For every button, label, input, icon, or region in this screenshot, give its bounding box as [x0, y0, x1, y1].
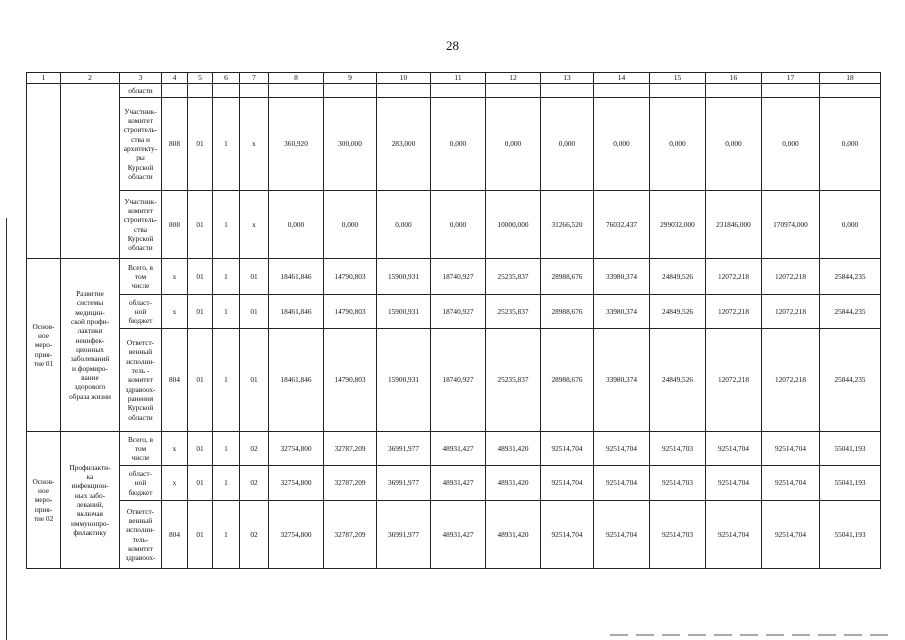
code-cell: 01 [188, 259, 213, 295]
page-number: 28 [446, 38, 459, 53]
value-cell: 92514,704 [541, 432, 594, 466]
cell-line: исполни- [126, 356, 155, 366]
value-cell: 18461,846 [269, 329, 324, 432]
column-number-row [27, 73, 881, 84]
value-cell: 92514,704 [594, 466, 650, 501]
cell-line: здравоох- [125, 553, 156, 563]
value-cell: 55041,193 [820, 501, 881, 569]
value-cell: 12072,218 [762, 329, 820, 432]
code-cell: х [162, 432, 188, 466]
code-cell: 808 [162, 191, 188, 259]
column-header: 8 [269, 73, 324, 84]
value-cell: 0,000 [820, 98, 881, 191]
value-cell: 92514,704 [762, 501, 820, 569]
code-cell: 804 [162, 501, 188, 569]
column-header: 11 [431, 73, 486, 84]
code-cell: 808 [162, 98, 188, 191]
code-cell: х [162, 466, 188, 501]
value-cell: 0,000 [431, 191, 486, 259]
cell-line: прия- [34, 504, 53, 514]
value-cell: 76032,437 [594, 191, 650, 259]
cell-line: области [128, 243, 153, 253]
cell-line: ства и [131, 134, 150, 144]
cell-line: Профилакти- [69, 462, 111, 472]
value-cell: 92514,703 [650, 501, 706, 569]
cell-line: том [134, 443, 147, 453]
cell-line: бюджет [128, 487, 153, 497]
value-cell: 92514,704 [762, 432, 820, 466]
cell-line: филактику [73, 527, 107, 537]
code-cell: 1 [213, 466, 240, 501]
value-cell: 12072,218 [706, 329, 762, 432]
binding-margin-line [6, 218, 7, 640]
code-cell: 1 [213, 329, 240, 432]
value-cell: 55041,193 [820, 466, 881, 501]
cell-line: меро- [34, 340, 53, 350]
value-cell: 14790,803 [324, 259, 377, 295]
value-cell: 299032,000 [650, 191, 706, 259]
value-cell: 36991,977 [377, 466, 431, 501]
value-cell: 12072,218 [706, 259, 762, 295]
value-cell: 25235,837 [486, 295, 541, 329]
value-cell: 31266,520 [541, 191, 594, 259]
value-cell: 15900,931 [377, 295, 431, 329]
value-cell: 36991,977 [377, 432, 431, 466]
value-cell [706, 84, 762, 98]
value-cell: 25844,235 [820, 329, 881, 432]
value-cell: 48931,427 [431, 432, 486, 466]
value-cell: 12072,218 [762, 259, 820, 295]
cell-line: ной [134, 306, 147, 316]
value-cell: 32787,209 [324, 501, 377, 569]
value-cell [188, 84, 213, 98]
column-header: 9 [324, 73, 377, 84]
scan-artifact [610, 634, 890, 636]
value-cell: 15900,931 [377, 329, 431, 432]
value-cell [240, 84, 269, 98]
value-cell [431, 84, 486, 98]
cell-line: Курской [127, 403, 154, 413]
value-cell: 18461,846 [269, 259, 324, 295]
cell-line: строитель- [123, 215, 158, 225]
cell-line: тие 02 [33, 513, 54, 523]
executor-cell [120, 432, 162, 466]
table-row [27, 191, 881, 259]
cell-line: Курской [127, 162, 154, 172]
value-cell: 32754,800 [269, 432, 324, 466]
value-cell: 231846,000 [706, 191, 762, 259]
value-cell: 300,000 [324, 98, 377, 191]
value-cell: 92514,703 [650, 466, 706, 501]
value-cell [650, 84, 706, 98]
cell-line: ционных [76, 345, 104, 354]
cell-line: ской профи- [70, 317, 110, 327]
value-cell: 24849,526 [650, 295, 706, 329]
cell-line: неинфек- [75, 335, 105, 345]
cell-line: здравоох- [125, 384, 156, 394]
value-cell: 92514,704 [762, 466, 820, 501]
cell-line: области [128, 412, 153, 422]
code-cell: 01 [188, 329, 213, 432]
value-cell: 92514,704 [541, 501, 594, 569]
value-cell: 92514,704 [706, 501, 762, 569]
cell-line: Всего, в [128, 262, 153, 272]
value-cell: 48931,420 [486, 466, 541, 501]
code-cell: 02 [240, 501, 269, 569]
value-cell: 32754,800 [269, 501, 324, 569]
cell-line: венный [128, 515, 153, 525]
code-cell: 1 [213, 432, 240, 466]
cell-line: ное [38, 486, 49, 495]
value-cell: 283,000 [377, 98, 431, 191]
value-cell: 14790,803 [324, 329, 377, 432]
cell-line: том [134, 271, 147, 281]
cell-line: венный [128, 347, 153, 357]
cell-line: тие 01 [33, 358, 54, 368]
cell-line: числе [131, 281, 150, 291]
value-cell: 28988,676 [541, 295, 594, 329]
value-cell: 25844,235 [820, 295, 881, 329]
code-cell: 01 [188, 501, 213, 569]
column-header: 16 [706, 73, 762, 84]
cell-line: Основ- [32, 321, 55, 331]
value-cell [162, 84, 188, 98]
cell-line: Участник- [124, 196, 157, 206]
code-cell: 01 [240, 329, 269, 432]
code-cell: 804 [162, 329, 188, 432]
cell-line: включая [76, 509, 104, 519]
code-cell: 1 [213, 191, 240, 259]
value-cell: 12072,218 [706, 295, 762, 329]
cell-line: комитет [128, 375, 153, 385]
value-cell: 0,000 [541, 98, 594, 191]
cell-line: ных забо- [74, 490, 106, 500]
value-cell: 0,000 [486, 98, 541, 191]
value-cell: 55041,193 [820, 432, 881, 466]
column-header: 6 [213, 73, 240, 84]
cell-line: Всего, в [128, 434, 153, 444]
value-cell: 360,920 [269, 98, 324, 191]
cell-line: тель- [132, 534, 149, 544]
executor-cell [120, 295, 162, 329]
cell-line: прия- [34, 349, 53, 359]
cell-line: Курской [127, 233, 154, 243]
executor-cell [120, 501, 162, 569]
value-cell: 18740,927 [431, 295, 486, 329]
cell-line: ства [133, 224, 147, 234]
table-row [27, 329, 881, 432]
code-cell: 1 [213, 501, 240, 569]
table-row [27, 501, 881, 569]
value-cell: 48931,427 [431, 501, 486, 569]
cell-line: ка [86, 472, 94, 482]
cell-line: Ответст- [126, 506, 155, 516]
column-header: 14 [594, 73, 650, 84]
cell-line: области [128, 171, 153, 181]
code-cell: 1 [213, 259, 240, 295]
value-cell: 24849,526 [650, 259, 706, 295]
value-cell: 12072,218 [762, 295, 820, 329]
cell-line: Участник- [124, 106, 157, 116]
cell-line: меро- [34, 495, 53, 505]
value-cell: 28988,676 [541, 259, 594, 295]
table-row [27, 98, 881, 191]
column-header: 18 [820, 73, 881, 84]
value-cell: 25844,235 [820, 259, 881, 295]
value-cell: 92514,704 [594, 432, 650, 466]
code-cell: 01 [188, 98, 213, 191]
code-cell: х [240, 191, 269, 259]
table-row [27, 259, 881, 295]
cell-line: числе [131, 453, 150, 463]
value-cell: 14790,803 [324, 295, 377, 329]
value-cell [541, 84, 594, 98]
cell-line: системы [76, 298, 104, 308]
title-cell [61, 259, 120, 432]
column-header: 4 [162, 73, 188, 84]
value-cell [377, 84, 431, 98]
cell-line: Ответст- [126, 338, 155, 348]
value-cell: 24849,526 [650, 329, 706, 432]
executor-cell [120, 466, 162, 501]
cell-line: ранения [127, 393, 154, 403]
value-cell: 0,000 [762, 98, 820, 191]
code-cell: х [162, 259, 188, 295]
value-cell [269, 84, 324, 98]
code-cell: х [240, 98, 269, 191]
value-cell: 18461,846 [269, 295, 324, 329]
column-header: 1 [27, 73, 61, 84]
value-cell: 48931,420 [486, 501, 541, 569]
value-cell: 0,000 [377, 191, 431, 259]
cell-line: и формиро- [72, 363, 108, 373]
executor-cell [120, 191, 162, 259]
column-header: 3 [120, 73, 162, 84]
column-header: 5 [188, 73, 213, 84]
cell-line: инфекцион- [71, 481, 109, 491]
cell-line: образа жизни [69, 391, 111, 401]
value-cell: 25235,837 [486, 259, 541, 295]
value-cell: 18740,927 [431, 329, 486, 432]
column-header: 15 [650, 73, 706, 84]
table-row [27, 295, 881, 329]
value-cell: 0,000 [650, 98, 706, 191]
executor-cell [120, 98, 162, 191]
value-cell [820, 84, 881, 98]
value-cell: 33980,374 [594, 295, 650, 329]
cell-line: заболеваний [70, 354, 110, 364]
value-cell: 36991,977 [377, 501, 431, 569]
value-cell: 0,000 [324, 191, 377, 259]
code-cell: 1 [213, 295, 240, 329]
code-cell: 01 [240, 295, 269, 329]
budget-table [26, 72, 881, 569]
value-cell [324, 84, 377, 98]
cell-line: бюджет [128, 316, 153, 326]
title-cell [61, 432, 120, 569]
value-cell: 28988,676 [541, 329, 594, 432]
value-cell: 92514,703 [650, 432, 706, 466]
value-cell: 33980,374 [594, 259, 650, 295]
column-header: 17 [762, 73, 820, 84]
value-cell: 32787,209 [324, 466, 377, 501]
cell-line: леваний, [76, 500, 104, 509]
value-cell: 18740,927 [431, 259, 486, 295]
executor-cell: области [120, 84, 162, 98]
code-cell: 02 [240, 466, 269, 501]
column-header: 12 [486, 73, 541, 84]
title-cell [61, 84, 120, 259]
code-cell: 02 [240, 432, 269, 466]
column-header: 7 [240, 73, 269, 84]
cell-line: медицин- [75, 307, 105, 317]
status-cell [27, 84, 61, 259]
cell-line: строитель- [123, 125, 158, 135]
value-cell: 92514,704 [706, 432, 762, 466]
code-cell: 01 [240, 259, 269, 295]
cell-line: здорового [74, 382, 106, 392]
value-cell: 33980,374 [594, 329, 650, 432]
code-cell: 01 [188, 466, 213, 501]
value-cell: 0,000 [820, 191, 881, 259]
code-cell: х [162, 295, 188, 329]
cell-line: ры [136, 153, 145, 163]
cell-line: ной [134, 478, 147, 488]
value-cell: 48931,427 [431, 466, 486, 501]
value-cell: 92514,704 [594, 501, 650, 569]
value-cell: 15900,931 [377, 259, 431, 295]
value-cell: 0,000 [594, 98, 650, 191]
column-header: 10 [377, 73, 431, 84]
cell-line: тель - [131, 366, 150, 375]
status-cell [27, 432, 61, 569]
table-row [27, 466, 881, 501]
value-cell: 92514,704 [541, 466, 594, 501]
code-cell: 1 [213, 98, 240, 191]
value-cell: 10000,000 [486, 191, 541, 259]
cell-line: Основ- [32, 476, 55, 486]
value-cell: 170974,000 [762, 191, 820, 259]
cell-line: вание [81, 372, 99, 382]
value-cell: 92514,704 [706, 466, 762, 501]
cell-line: архитекту- [123, 144, 158, 153]
code-cell: 01 [188, 191, 213, 259]
value-cell [486, 84, 541, 98]
status-cell [27, 259, 61, 432]
cell-line: област- [129, 469, 152, 478]
value-cell: 48931,420 [486, 432, 541, 466]
value-cell [213, 84, 240, 98]
cell-line: лактики [77, 326, 103, 336]
code-cell: 01 [188, 432, 213, 466]
cell-line: комитет [128, 116, 153, 126]
value-cell: 25235,837 [486, 329, 541, 432]
cell-line: ное [38, 331, 49, 340]
cell-line: Развитие [76, 289, 104, 299]
table-row [27, 84, 881, 98]
code-cell: 01 [188, 295, 213, 329]
executor-cell [120, 329, 162, 432]
value-cell: 0,000 [431, 98, 486, 191]
cell-line: исполни- [126, 525, 155, 535]
cell-line: комитет [128, 205, 153, 215]
value-cell: 0,000 [269, 191, 324, 259]
column-header: 2 [61, 73, 120, 84]
value-cell: 32787,209 [324, 432, 377, 466]
value-cell [594, 84, 650, 98]
column-header: 13 [541, 73, 594, 84]
value-cell [762, 84, 820, 98]
cell-line: комитет [128, 543, 153, 553]
cell-line: област- [129, 297, 152, 307]
table-row [27, 432, 881, 466]
value-cell: 0,000 [706, 98, 762, 191]
value-cell: 32754,800 [269, 466, 324, 501]
executor-cell [120, 259, 162, 295]
cell-line: иммунопро- [71, 518, 109, 528]
